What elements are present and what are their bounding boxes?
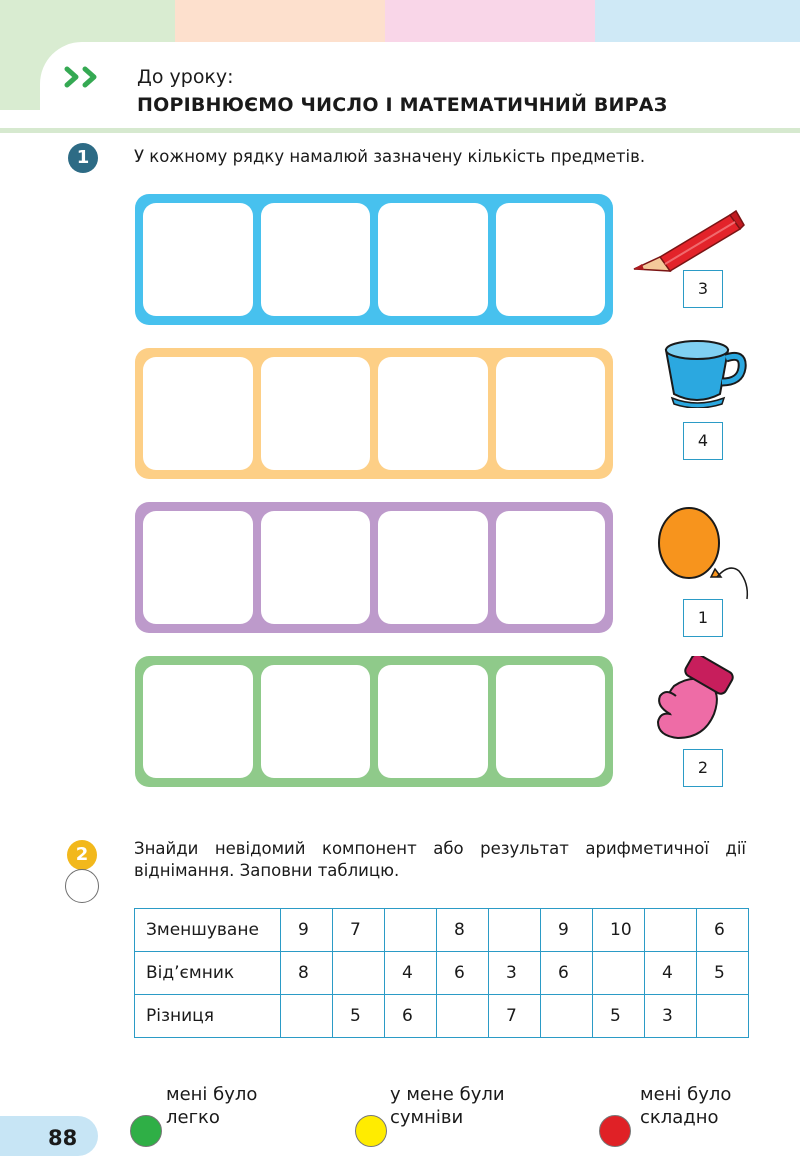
header-strip-pink [385, 0, 595, 42]
row-label: Зменшуване [135, 909, 281, 952]
table-cell[interactable] [541, 995, 593, 1038]
drawing-cell[interactable] [143, 665, 253, 778]
table-cell[interactable]: 3 [645, 995, 697, 1038]
drawing-row-pencils [135, 194, 613, 325]
rating-easy-label [166, 1083, 257, 1129]
header-divider [0, 128, 800, 133]
table-cell[interactable] [697, 995, 749, 1038]
drawing-cell[interactable] [143, 357, 253, 470]
count-box-balloons: 1 [683, 599, 723, 637]
pencil-icon [630, 205, 745, 273]
table-cell[interactable] [437, 995, 489, 1038]
rating-easy-line2: легко [166, 1107, 220, 1128]
count-box-mittens: 2 [683, 749, 723, 787]
table-cell[interactable]: 8 [437, 909, 489, 952]
table-cell[interactable] [593, 952, 645, 995]
table-cell[interactable]: 6 [437, 952, 489, 995]
lesson-label: До уроку: [137, 66, 234, 88]
table-cell[interactable]: 6 [541, 952, 593, 995]
table-cell[interactable]: 3 [489, 952, 541, 995]
page-number: 88 [48, 1126, 78, 1150]
count-box-cups: 4 [683, 422, 723, 460]
row-label: Від’ємник [135, 952, 281, 995]
table-cell[interactable]: 6 [697, 909, 749, 952]
table-row [135, 909, 749, 952]
table-row [135, 995, 749, 1038]
table-cell[interactable] [281, 995, 333, 1038]
header-strip-peach [175, 0, 385, 42]
rating-doubt-line1: у мене були [390, 1084, 505, 1105]
task-number-1: 1 [68, 143, 98, 173]
drawing-cell[interactable] [378, 203, 488, 316]
count-box-pencils: 3 [683, 270, 723, 308]
double-chevron-icon [64, 66, 104, 88]
rating-hard-line1: мені було [640, 1084, 732, 1105]
drawing-cell[interactable] [261, 357, 371, 470]
header-strip-blue [595, 0, 800, 42]
drawing-cell[interactable] [378, 511, 488, 624]
row-label: Різниця [135, 995, 281, 1038]
rating-hard-label [640, 1083, 731, 1129]
drawing-cell[interactable] [143, 511, 253, 624]
task2-instruction-line2: віднімання. Заповни таблицю. [134, 861, 400, 880]
rating-hard-dot[interactable] [599, 1115, 631, 1147]
table-cell[interactable]: 4 [645, 952, 697, 995]
table-row [135, 952, 749, 995]
drawing-cell[interactable] [378, 357, 488, 470]
drawing-cell[interactable] [496, 511, 606, 624]
task2-instruction-line1: Знайди невідомий компонент або результат арифметичної дії [134, 839, 746, 858]
drawing-cell[interactable] [261, 203, 371, 316]
drawing-row-mittens [135, 656, 613, 787]
cup-icon [658, 336, 748, 408]
lesson-title: ПОРІВНЮЄМО ЧИСЛО І МАТЕМАТИЧНИЙ ВИРАЗ [137, 94, 668, 116]
drawing-row-balloons [135, 502, 613, 633]
rating-doubt-label [390, 1083, 505, 1129]
rating-hard-line2: складно [640, 1107, 719, 1128]
table-cell[interactable] [489, 909, 541, 952]
table-cell[interactable]: 9 [541, 909, 593, 952]
balloon-icon [655, 505, 755, 600]
rating-doubt-line2: сумніви [390, 1107, 464, 1128]
table-cell[interactable]: 5 [593, 995, 645, 1038]
rating-doubt-dot[interactable] [355, 1115, 387, 1147]
table-cell[interactable] [645, 909, 697, 952]
table-cell[interactable]: 4 [385, 952, 437, 995]
rating-easy-line1: мені було [166, 1084, 258, 1105]
table-cell[interactable]: 5 [697, 952, 749, 995]
drawing-cell[interactable] [378, 665, 488, 778]
table-cell[interactable]: 7 [333, 909, 385, 952]
rating-easy-dot[interactable] [130, 1115, 162, 1147]
mitten-icon [652, 656, 738, 742]
table-cell[interactable]: 9 [281, 909, 333, 952]
drawing-row-cups [135, 348, 613, 479]
self-check-circle[interactable] [65, 869, 99, 903]
task1-instruction: У кожному рядку намалюй зазначену кількість предметів. [134, 147, 646, 166]
drawing-cell[interactable] [496, 357, 606, 470]
drawing-cell[interactable] [261, 511, 371, 624]
table-cell[interactable]: 8 [281, 952, 333, 995]
table-cell[interactable]: 10 [593, 909, 645, 952]
table-cell[interactable]: 7 [489, 995, 541, 1038]
table-cell[interactable] [385, 909, 437, 952]
table-cell[interactable] [333, 952, 385, 995]
drawing-cell[interactable] [496, 665, 606, 778]
drawing-cell[interactable] [496, 203, 606, 316]
task-number-2: 2 [67, 840, 97, 870]
table-cell[interactable]: 6 [385, 995, 437, 1038]
drawing-cell[interactable] [143, 203, 253, 316]
table-cell[interactable]: 5 [333, 995, 385, 1038]
subtraction-table [134, 908, 749, 1038]
drawing-cell[interactable] [261, 665, 371, 778]
